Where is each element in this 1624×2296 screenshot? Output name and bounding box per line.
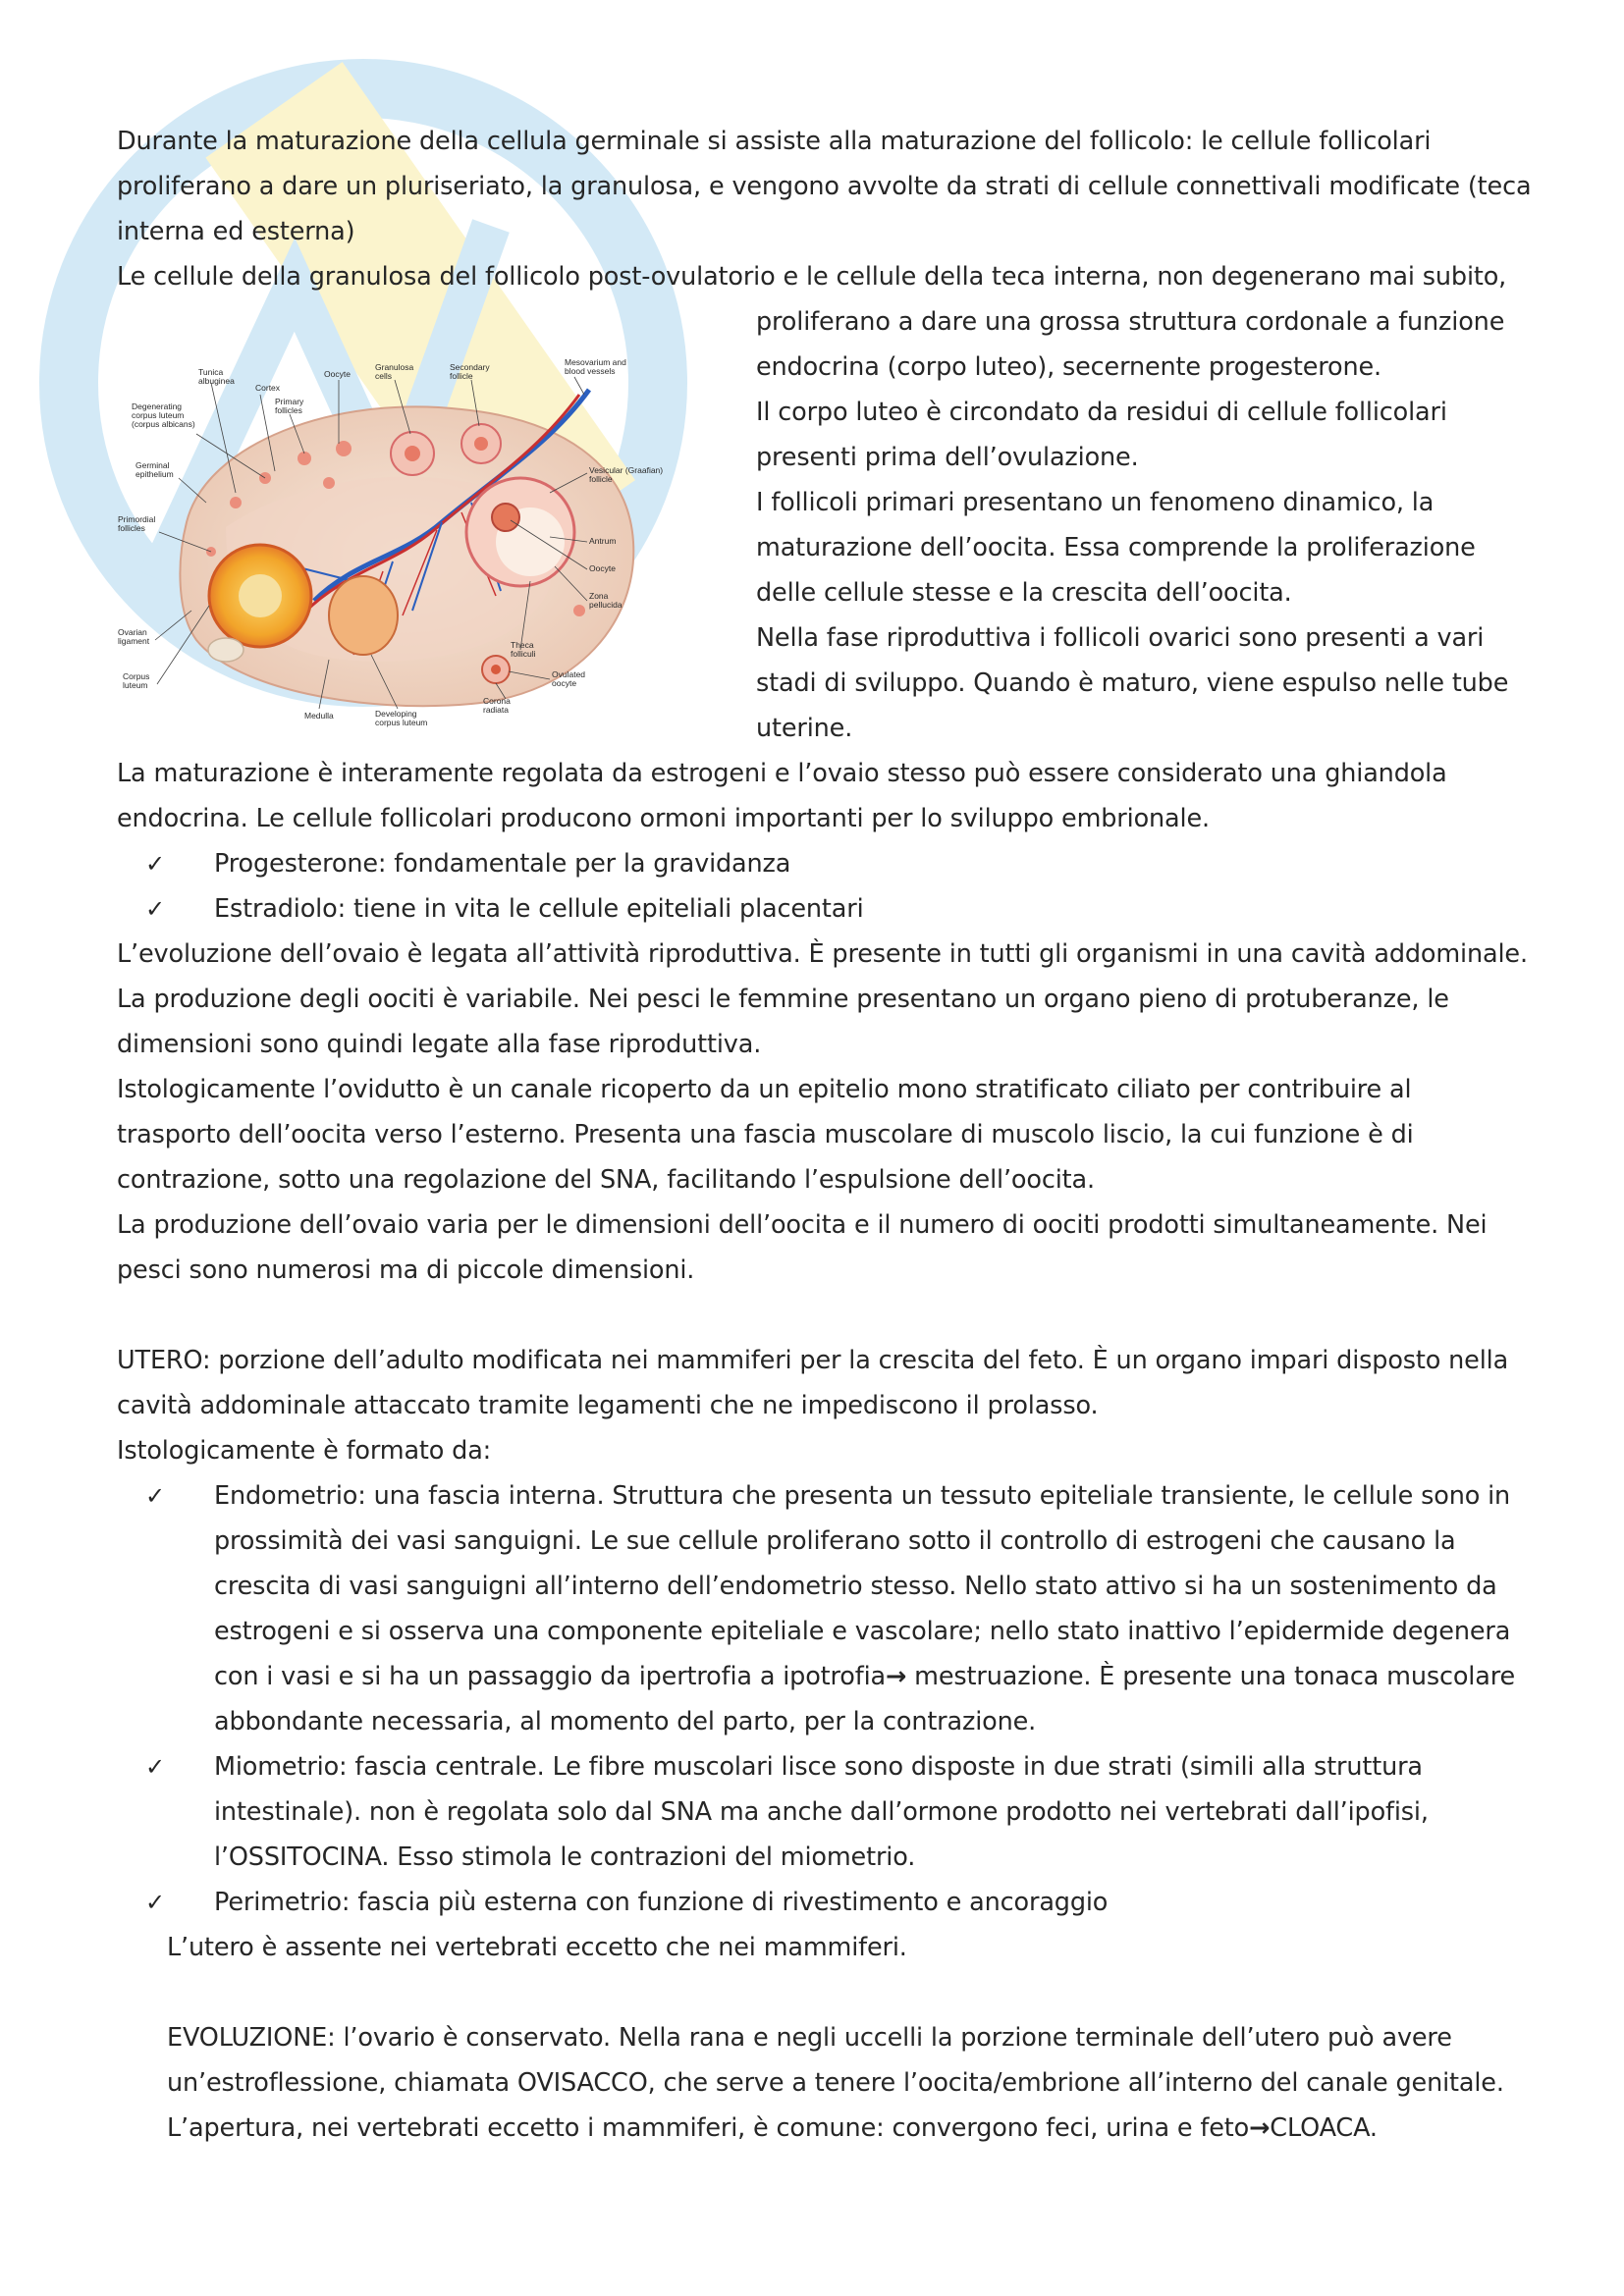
text-fragment: mestruazione. È presente una tonaca muscolare — [906, 1662, 1516, 1691]
bullet-item-line: prossimità dei vasi sanguigni. Le sue cellule proliferano sotto il controllo di estrogeni che causano la — [214, 1526, 1456, 1556]
bullet-item: Miometrio: fascia centrale. Le fibre muscolari lisce sono disposte in due strati (simili alla struttura — [214, 1752, 1423, 1782]
paragraph-line: contrazione, sotto una regolazione del SNA, facilitando l’espulsione dell’oocita. — [117, 1165, 1095, 1195]
paragraph-line: delle cellule stesse e la crescita dell’oocita. — [756, 578, 1292, 608]
paragraph-line: un’estroflessione, chiamata OVISACCO, che serve a tenere l’oocita/embrione all’interno del canale genitale. — [167, 2068, 1504, 2098]
label-degenerating: Degenerating corpus luteum (corpus albicans) — [132, 401, 195, 429]
bullet-item-line — [214, 1657, 1515, 1696]
paragraph-line: interna ed esterna) — [117, 217, 355, 246]
checkmark-icon: ✓ — [145, 1482, 166, 1510]
label-vesicular: Vesicular (Graafian) follicle — [589, 465, 664, 484]
label-oocyte-right: Oocyte — [589, 563, 616, 573]
paragraph-line: L’utero è assente nei vertebrati eccetto che nei mammiferi. — [167, 1933, 907, 1962]
paragraph-line: I follicoli primari presentano un fenomeno dinamico, la — [756, 488, 1435, 517]
label-antrum: Antrum — [589, 536, 617, 546]
label-ovarian-ligament: Ovarian ligament — [118, 627, 150, 646]
bullet-item-line: estrogeni e si osserva una componente epiteliale e vascolare; nello stato inattivo l’epidermide degenera — [214, 1617, 1511, 1646]
text-fragment: L’apertura, nei vertebrati eccetto i mammiferi, è comune: convergono feci, urina e feto — [167, 2113, 1250, 2143]
paragraph-line: proliferano a dare una grossa struttura cordonale a funzione — [756, 307, 1505, 337]
label-ovulated: Ovulated oocyte — [552, 669, 586, 688]
checkmark-icon: ✓ — [145, 895, 166, 923]
checkmark-icon: ✓ — [145, 1889, 166, 1916]
paragraph-line: endocrina (corpo luteo), secernente progesterone. — [756, 352, 1381, 382]
paragraph-line: EVOLUZIONE: l’ovario è conservato. Nella rana e negli uccelli la porzione terminale dell’utero può avere — [167, 2023, 1452, 2053]
paragraph-line: Il corpo luteo è circondato da residui di cellule follicolari — [756, 398, 1447, 427]
label-oocyte-top: Oocyte — [324, 369, 351, 379]
paragraph-line: Istologicamente è formato da: — [117, 1436, 492, 1466]
paragraph-line: UTERO: porzione dell’adulto modificata nei mammiferi per la crescita del feto. È un organo impari disposto nella — [117, 1346, 1509, 1375]
paragraph-line: proliferano a dare un pluriseriato, la granulosa, e vengono avvolte da strati di cellule connettivali modificate (teca — [117, 172, 1532, 201]
paragraph-line: Istologicamente l’ovidutto è un canale ricoperto da un epitelio mono stratificato ciliato per contribuire al — [117, 1075, 1412, 1104]
label-theca: Theca folliculi — [511, 640, 536, 659]
paragraph-line: presenti prima dell’ovulazione. — [756, 443, 1139, 472]
label-secondary-follicle: Secondary follicle — [450, 362, 490, 381]
bullet-item: Progesterone: fondamentale per la gravidanza — [214, 849, 791, 879]
paragraph-line: stadi di sviluppo. Quando è maturo, viene espulso nelle tube — [756, 668, 1509, 698]
paragraph-line: pesci sono numerosi ma di piccole dimensioni. — [117, 1255, 695, 1285]
label-medulla: Medulla — [304, 711, 334, 721]
paragraph-line: dimensioni sono quindi legate alla fase riproduttiva. — [117, 1030, 762, 1059]
checkmark-icon: ✓ — [145, 850, 166, 878]
bullet-item-line: crescita di vasi sanguigni all’interno dell’endometrio stesso. Nello stato attivo si ha un sostenimento da — [214, 1572, 1497, 1601]
label-granulosa: Granulosa cells — [375, 362, 414, 381]
paragraph-line: uterine. — [756, 714, 853, 743]
paragraph-line — [167, 2109, 1378, 2148]
label-germinal: Germinal epithelium — [135, 460, 174, 479]
arrow-right-icon: → — [886, 1662, 907, 1691]
paragraph-line: trasporto dell’oocita verso l’esterno. Presenta una fascia muscolare di muscolo liscio, la cui funzione è di — [117, 1120, 1414, 1149]
paragraph-line: La produzione dell’ovaio varia per le dimensioni dell’oocita e il numero di oociti prodotti simultaneamente. Nei — [117, 1210, 1488, 1240]
paragraph-line: endocrina. Le cellule follicolari producono ormoni importanti per lo sviluppo embrionale. — [117, 804, 1210, 833]
paragraph-line: Nella fase riproduttiva i follicoli ovarici sono presenti a vari — [756, 623, 1485, 653]
label-cortex: Cortex — [255, 383, 281, 393]
paragraph-line: cavità addominale attaccato tramite legamenti che ne impediscono il prolasso. — [117, 1391, 1099, 1420]
label-primordial: Primordial follicles — [118, 514, 156, 533]
bullet-item: Perimetrio: fascia più esterna con funzione di rivestimento e ancoraggio — [214, 1888, 1109, 1917]
paragraph-line: La maturazione è interamente regolata da estrogeni e l’ovaio stesso può essere considerato una ghiandola — [117, 759, 1447, 788]
label-corpus-luteum: Corpus luteum — [123, 671, 150, 690]
label-corona: Corona radiata — [483, 696, 511, 715]
arrow-right-icon: → — [1249, 2113, 1271, 2143]
bullet-item-line: abbondante necessaria, al momento del parto, per la contrazione. — [214, 1707, 1037, 1736]
label-developing: Developing corpus luteum — [375, 709, 428, 727]
bullet-item: Endometrio: una fascia interna. Struttura che presenta un tessuto epiteliale transiente, le cellule sono in — [214, 1481, 1511, 1511]
checkmark-icon: ✓ — [145, 1753, 166, 1781]
paragraph-line: Durante la maturazione della cellula germinale si assiste alla maturazione del follicolo: le cellule follicolari — [117, 127, 1432, 156]
paragraph-line: Le cellule della granulosa del follicolo post-ovulatorio e le cellule della teca interna, non degenerano mai subito, — [117, 262, 1507, 292]
label-zona: Zona pellucida — [589, 591, 623, 610]
paragraph-line: La produzione degli oociti è variabile. Nei pesci le femmine presentano un organo pieno di protuberanze, le — [117, 985, 1449, 1014]
bullet-item-line: l’OSSITOCINA. Esso stimola le contrazioni del miometrio. — [214, 1842, 916, 1872]
bullet-item: Estradiolo: tiene in vita le cellule epiteliali placentari — [214, 894, 864, 924]
label-tunica: Tunica albuginea — [198, 367, 235, 386]
paragraph-line: maturazione dell’oocita. Essa comprende la proliferazione — [756, 533, 1476, 562]
paragraph-line: L’evoluzione dell’ovaio è legata all’attività riproduttiva. È presente in tutti gli organismi in una cavità addominale. — [117, 939, 1528, 969]
text-fragment: CLOACA. — [1270, 2113, 1378, 2143]
ovary-diagram — [118, 355, 687, 733]
label-mesovarium: Mesovarium and blood vessels — [565, 357, 626, 376]
bullet-item-line: intestinale). non è regolata solo dal SNA ma anche dall’ormone prodotto nei vertebrati dall’ipofisi, — [214, 1797, 1429, 1827]
label-primary-follicles: Primary follicles — [275, 397, 304, 415]
text-fragment: con i vasi e si ha un passaggio da ipertrofia a ipotrofia — [214, 1662, 886, 1691]
